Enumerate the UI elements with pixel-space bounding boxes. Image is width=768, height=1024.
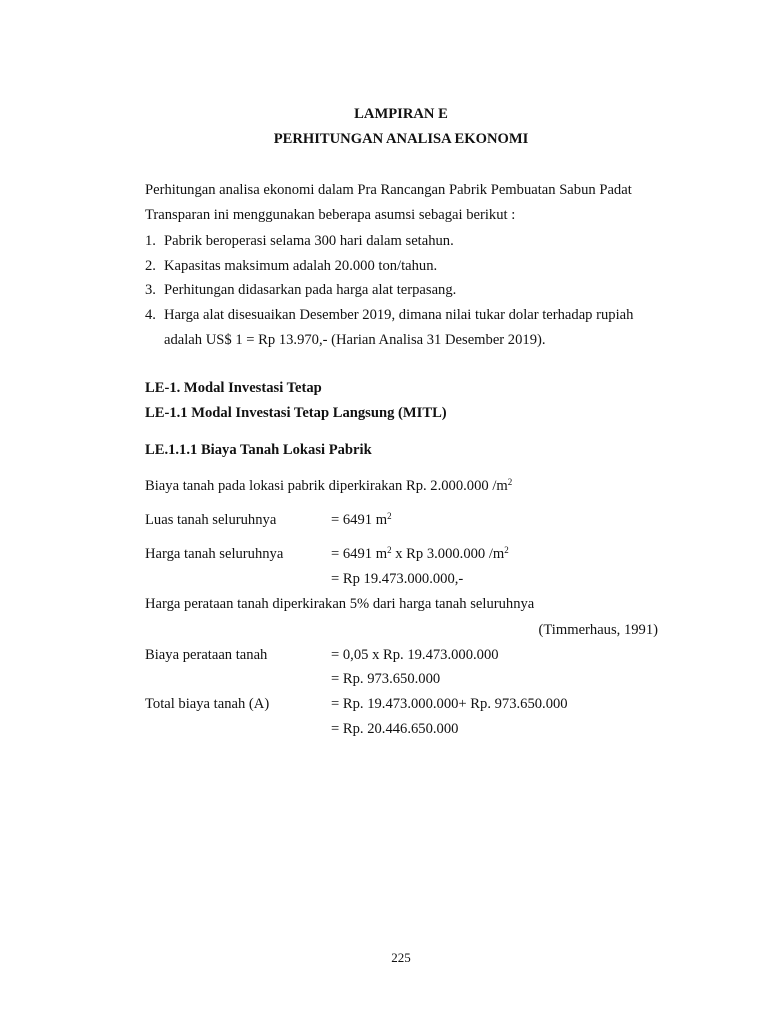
leveling-cost-label: Biaya perataan tanah xyxy=(145,647,268,663)
assumption-item-2 xyxy=(145,258,437,275)
land-price-formula xyxy=(331,546,509,563)
superscript: 2 xyxy=(387,511,392,521)
assumption-number: 3. xyxy=(145,282,156,298)
assumption-number: 4. xyxy=(145,307,156,323)
superscript: 2 xyxy=(387,545,392,555)
intro-line-1: Perhitungan analisa ekonomi dalam Pra Rancangan Pabrik Pembuatan Sabun Padat xyxy=(145,182,632,198)
assumption-number: 2. xyxy=(145,258,156,274)
land-area-label: Luas tanah seluruhnya xyxy=(145,512,277,528)
land-cost-value: Biaya tanah pada lokasi pabrik diperkirakan Rp. 2.000.000 /m xyxy=(145,478,508,494)
land-area-number: = 6491 m xyxy=(331,512,388,528)
total-land-cost-formula: = Rp. 19.473.000.000+ Rp. 973.650.000 xyxy=(331,696,568,712)
leveling-cost-formula: = 0,05 x Rp. 19.473.000.000 xyxy=(331,647,499,663)
assumption-text: Kapasitas maksimum adalah 20.000 ton/tahun. xyxy=(164,258,438,274)
superscript: 2 xyxy=(504,545,509,555)
land-price-rate: x Rp 3.000.000 /m xyxy=(391,546,505,562)
land-area-value xyxy=(331,512,392,529)
assumption-text: Pabrik beroperasi selama 300 hari dalam setahun. xyxy=(164,233,454,249)
land-price-area: = 6491 m xyxy=(331,546,388,562)
appendix-title: LAMPIRAN E xyxy=(354,106,448,122)
section-heading-le1: LE-1. Modal Investasi Tetap xyxy=(145,380,322,396)
assumption-item-4 xyxy=(145,307,633,324)
land-cost-text xyxy=(145,478,512,495)
assumption-item-3 xyxy=(145,282,456,299)
section-heading-le11: LE-1.1 Modal Investasi Tetap Langsung (MITL) xyxy=(145,405,447,421)
leveling-text: Harga perataan tanah diperkirakan 5% dari harga tanah seluruhnya xyxy=(145,596,535,612)
land-price-label: Harga tanah seluruhnya xyxy=(145,546,284,562)
reference-citation: (Timmerhaus, 1991) xyxy=(538,622,658,638)
intro-line-2: Transparan ini menggunakan beberapa asumsi sebagai berikut : xyxy=(145,207,516,223)
total-land-cost-label: Total biaya tanah (A) xyxy=(145,696,270,712)
section-heading-le111: LE.1.1.1 Biaya Tanah Lokasi Pabrik xyxy=(145,442,372,458)
total-land-cost-result: = Rp. 20.446.650.000 xyxy=(331,721,459,737)
leveling-cost-result: = Rp. 973.650.000 xyxy=(331,671,441,687)
page-number: 225 xyxy=(391,950,411,965)
assumption-item-1 xyxy=(145,233,454,250)
assumption-item-4-continued: adalah US$ 1 = Rp 13.970,- (Harian Analisa 31 Desember 2019). xyxy=(164,332,546,348)
assumption-text: Harga alat disesuaikan Desember 2019, dimana nilai tukar dolar terhadap rupiah xyxy=(164,307,634,323)
appendix-subtitle: PERHITUNGAN ANALISA EKONOMI xyxy=(273,131,529,147)
superscript: 2 xyxy=(507,477,513,487)
assumption-text: Perhitungan didasarkan pada harga alat terpasang. xyxy=(164,282,457,298)
assumption-number: 1. xyxy=(145,233,156,249)
land-price-result: = Rp 19.473.000.000,- xyxy=(331,571,464,587)
